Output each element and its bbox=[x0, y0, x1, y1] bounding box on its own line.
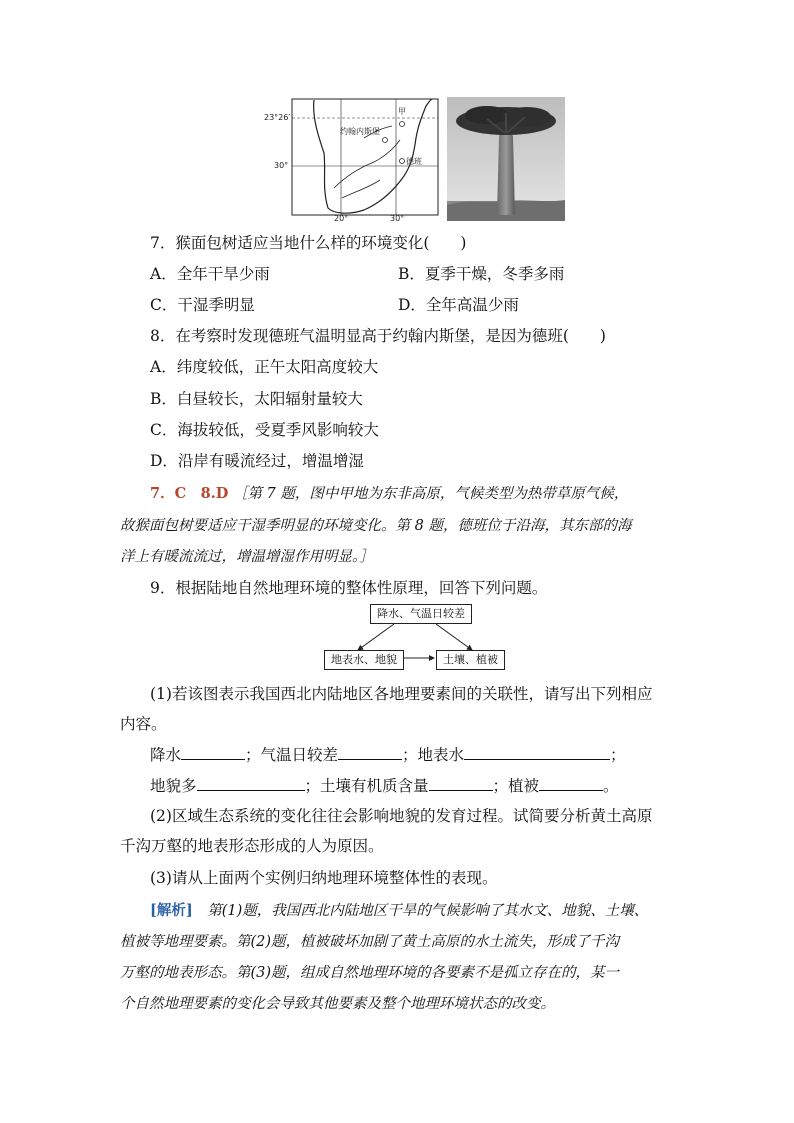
fill-label-temp-range: ；气温日较差 bbox=[245, 746, 339, 764]
q8-option-d: D．沿岸有暖流经过，增温增湿 bbox=[150, 452, 364, 470]
q8-option-a: A．纬度较低，正午太阳高度较大 bbox=[150, 358, 379, 376]
fill-label-surface-water: ；地表水 bbox=[402, 746, 465, 764]
place-durban: 德班 bbox=[406, 157, 422, 166]
fill-blank-precip[interactable] bbox=[181, 743, 245, 760]
fill-blank-landform[interactable] bbox=[197, 774, 305, 791]
answer-text-1: ［第 7 题，图中甲地为东非高原，气候类型为热带草原气候， bbox=[232, 486, 629, 502]
q9-sub3: (3)请从上面两个实例归纳地理环境整体性的表现。 bbox=[150, 869, 498, 887]
q9-sub1-line2: 内容。 bbox=[120, 715, 167, 733]
relation-diagram bbox=[320, 604, 510, 668]
q9-fill-row-1 bbox=[150, 743, 626, 766]
diagram-box-top: 降水、气温日较差 bbox=[370, 604, 472, 624]
q7-option-a: A．全年干旱少雨 bbox=[150, 265, 270, 283]
place-jia: 甲 bbox=[398, 107, 406, 116]
fill-label-end-1: ； bbox=[610, 746, 626, 764]
analysis-line-1 bbox=[150, 900, 690, 922]
answer-key: 7．C 8.D bbox=[150, 485, 229, 502]
fill-blank-soil[interactable] bbox=[429, 774, 493, 791]
fill-label-soil: ；土壤有机质含量 bbox=[304, 777, 429, 795]
fill-label-end-2: 。 bbox=[603, 777, 619, 795]
diagram-box-right: 土壤、植被 bbox=[436, 650, 505, 670]
place-johannesburg: 约翰内斯堡 bbox=[340, 127, 380, 136]
q7-option-d: D．全年高温少雨 bbox=[398, 296, 519, 314]
answer-7-8-line2 bbox=[120, 515, 680, 537]
south-africa-map bbox=[264, 98, 440, 223]
lat-label-top: 23°26′ bbox=[264, 113, 291, 122]
analysis-text-4: 个自然地理要素的变化会导致其他要素及整个地理环境状态的改变。 bbox=[120, 996, 555, 1012]
analysis-line-3 bbox=[120, 962, 690, 984]
q7-option-c: C．干湿季明显 bbox=[150, 296, 255, 314]
baobab-tree-photo bbox=[447, 97, 565, 221]
q9-fill-row-2 bbox=[150, 774, 619, 797]
fill-blank-surface-water[interactable] bbox=[464, 743, 610, 760]
fill-label-vegetation: ；植被 bbox=[492, 777, 540, 795]
q9-sub2-line2: 千沟万壑的地表形态形成的人为原因。 bbox=[120, 837, 384, 855]
answer-7-8 bbox=[150, 483, 670, 505]
analysis-text-2: 植被等地理要素。第(2)题，植被破坏加剧了黄土高原的水土流失，形成了千沟 bbox=[120, 934, 620, 950]
fill-label-precip: 降水 bbox=[150, 746, 182, 764]
lat-label-mid: 30° bbox=[274, 161, 289, 170]
fill-label-landform: 地貌多 bbox=[150, 777, 197, 795]
diagram-box-left: 地表水、地貌 bbox=[324, 650, 404, 670]
q8-option-b: B．白昼较长，太阳辐射量较大 bbox=[150, 390, 363, 408]
answer-text-3: 洋上有暖流流过，增温增湿作用明显。］ bbox=[120, 549, 374, 565]
analysis-line-4 bbox=[120, 993, 690, 1015]
q9-stem: 9．根据陆地自然地理环境的整体性原理，回答下列问题。 bbox=[150, 579, 548, 597]
q8-stem: 8．在考察时发现德班气温明显高于约翰内斯堡，是因为德班( ) bbox=[150, 327, 606, 345]
q7-option-b: B．夏季干燥，冬季多雨 bbox=[398, 265, 565, 283]
q9-sub2-line1: (2)区域生态系统的变化往往会影响地貌的发育过程。试简要分析黄土高原 bbox=[150, 807, 653, 825]
lon-label-right: 30° bbox=[390, 214, 405, 223]
analysis-line-2 bbox=[120, 931, 690, 953]
answer-7-8-line3 bbox=[120, 546, 680, 568]
q7-stem: 7．猴面包树适应当地什么样的环境变化( ) bbox=[150, 234, 467, 252]
q8-option-c: C．海拔较低，受夏季风影响较大 bbox=[150, 421, 379, 439]
answer-text-2: 故猴面包树要适应干湿季明显的环境变化。第 8 题，德班位于沿海，其东部的海 bbox=[120, 518, 632, 534]
lon-label-left: 20° bbox=[334, 214, 349, 223]
fill-blank-vegetation[interactable] bbox=[539, 774, 603, 791]
analysis-text-1: 第(1)题，我国西北内陆地区干旱的气候影响了其水文、地貌、土壤、 bbox=[192, 903, 649, 919]
baobab-image bbox=[447, 97, 565, 221]
analysis-label: [解析] bbox=[150, 902, 193, 919]
fill-blank-temp-range[interactable] bbox=[338, 743, 402, 760]
analysis-text-3: 万壑的地表形态。第(3)题，组成自然地理环境的各要素不是孤立存在的，某一 bbox=[120, 965, 620, 981]
q9-sub1-line1: (1)若该图表示我国西北内陆地区各地理要素间的关联性，请写出下列相应 bbox=[150, 685, 653, 703]
